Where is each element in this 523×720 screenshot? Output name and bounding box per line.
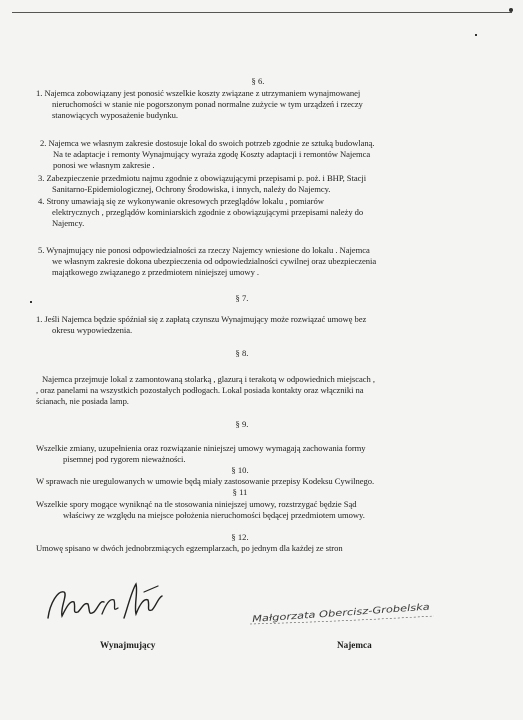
scan-speck bbox=[475, 34, 477, 36]
scan-mark bbox=[509, 8, 513, 12]
s6-p1-line2: nieruchomości w stanie nie pogorszonym ponad normalne zużycie w tym urządzeń i rzeczy bbox=[52, 99, 363, 109]
tenant-signature bbox=[248, 596, 438, 630]
s6-p2-line3: ponosi we własnym zakresie . bbox=[53, 160, 155, 170]
section-6-heading: § 6. bbox=[251, 76, 265, 86]
s12-p1-line1: Umowę spisano w dwóch jednobrzmiących egzemplarzach, po jednym dla każdej ze stron bbox=[36, 543, 343, 553]
top-border-line bbox=[12, 12, 512, 13]
s8-p1-line2: , oraz panelami na wszystkich pozostałych podłogach. Lokal posiada kontakty oraz włączniki na bbox=[36, 385, 364, 395]
s6-p5-line2: we własnym zakresie dokona ubezpieczenia od odpowiedzialności cywilnej oraz ubezpieczenia bbox=[52, 256, 377, 266]
s9-p1-line1: Wszelkie zmiany, uzupełnienia oraz rozwiązanie niniejszej umowy wymagają zachowania formy bbox=[36, 443, 366, 453]
s7-p1-line1: 1. Jeśli Najemca będzie spóźniał się z zapłatą czynszu Wynajmujący może rozwiązać umowę bez bbox=[36, 314, 367, 324]
s10-p1-line1: W sprawach nie uregulowanych w umowie będą miały zastosowanie przepisy Kodeksu Cywilnego. bbox=[36, 476, 375, 486]
s6-p3-line1: 3. Zabezpieczenie przedmiotu najmu zgodnie z obowiązującymi przepisami p. poż. i BHP, Stacji bbox=[38, 173, 367, 183]
section-9-heading: § 9. bbox=[235, 419, 249, 429]
landlord-signature bbox=[40, 578, 180, 628]
section-12-heading: § 12. bbox=[231, 532, 249, 542]
scan-speck-left bbox=[30, 301, 32, 303]
s6-p4-line1: 4. Strony umawiają się ze wykonywanie okresowych przeglądów lokalu , pomiarów bbox=[38, 196, 324, 206]
section-11-heading: § 11 bbox=[232, 487, 248, 497]
s6-p2-line2: Na te adaptacje i remonty Wynajmujący wyraża zgodę Koszty adaptacji i remontów Najemca bbox=[53, 149, 371, 159]
s9-p1-line2: pisemnej pod rygorem nieważności. bbox=[63, 454, 186, 464]
s6-p5-line3: majątkowego związanego z przedmiotem niniejszej umowy . bbox=[52, 267, 260, 277]
landlord-label: Wynajmujący bbox=[100, 640, 156, 650]
s11-p1-line1: Wszelkie spory mogące wyniknąć na tle stosowania niniejszej umowy, rozstrzygać będzie Sąd bbox=[36, 499, 357, 509]
s6-p4-line2: elektrycznych , przeglądów kominiarskich zgodnie z obowiązującymi przepisami należy do bbox=[52, 207, 364, 217]
s6-p2-line1: 2. Najemca we własnym zakresie dostosuje lokal do swoich potrzeb zgodnie ze sztuką budowlaną. bbox=[40, 138, 375, 148]
section-10-heading: § 10. bbox=[231, 465, 249, 475]
s6-p3-line2: Sanitarno-Epidemiologicznej, Ochrony Środowiska, i innych, należy do Najemcy. bbox=[52, 184, 331, 194]
s6-p5-line1: 5. Wynajmujący nie ponosi odpowiedzialności za rzeczy Najemcy wniesione do lokalu . Najemca bbox=[38, 245, 370, 255]
s6-p1-line3: stanowiących wyposażenie budynku. bbox=[52, 110, 179, 120]
section-8-heading: § 8. bbox=[235, 348, 249, 358]
section-7-heading: § 7. bbox=[235, 293, 249, 303]
s6-p1-line1: 1. Najemca zobowiązany jest ponosić wszelkie koszty związane z utrzymaniem wynajmowanej bbox=[36, 88, 361, 98]
s6-p4-line3: Najemcy. bbox=[52, 218, 85, 228]
tenant-label: Najemca bbox=[337, 640, 372, 650]
s8-p1-line1: Najemca przejmuje lokal z zamontowaną stolarką , glazurą i terakotą w odpowiednich miejscach , bbox=[42, 374, 375, 384]
s8-p1-line3: ścianach, nie posiada lamp. bbox=[36, 396, 129, 406]
s11-p1-line2: właściwy ze względu na miejsce położenia nieruchomości będącej przedmiotem umowy. bbox=[63, 510, 365, 520]
s7-p1-line2: okresu wypowiedzenia. bbox=[52, 325, 133, 335]
svg-text:Małgorzata Obercisz-Grobelska: Małgorzata Obercisz-Grobelska bbox=[251, 605, 393, 625]
